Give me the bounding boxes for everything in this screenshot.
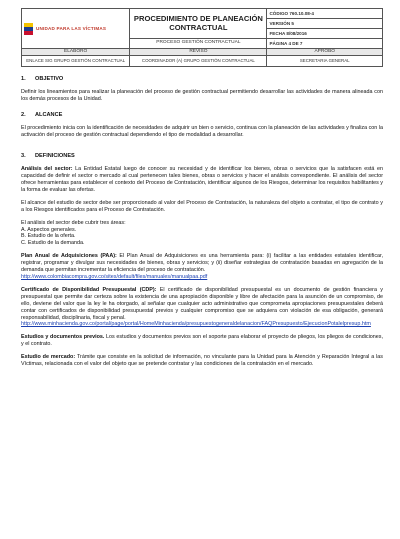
title-cell bbox=[130, 9, 267, 39]
objetivo-text: Definir los lineamientos para realizar la planeación del proceso de gestión contractual permitiendo desarrollar las actividades de manera alineada con los demás procesos de la Unidad. bbox=[21, 89, 383, 103]
analisis-sector-scope: El alcance del estudio de sector debe ser proporcionado al valor del Proceso de Contratación, la naturaleza del objeto a contratar, el tipo de contrato y a los Riesgos identificados para el Proceso de Contratación. bbox=[21, 199, 383, 213]
process-name: PROCESO GESTIÓN CONTRACTUAL bbox=[156, 40, 241, 46]
estudios-previos-text: Los estudios y documentos previos son el soporte para elaborar el proyecto de pliegos, los pliegos de condiciones, y el contrato. bbox=[21, 334, 383, 348]
areas-intro: El análisis del sector debe cubrir tres áreas: bbox=[21, 219, 126, 226]
colombia-crest-icon bbox=[24, 23, 33, 35]
areas-list bbox=[21, 220, 383, 248]
paa-link[interactable]: http://www.colombiacompra.gov.co/sites/default/files/manuales/manualpaa.pdf bbox=[21, 274, 208, 280]
term-estudio-mercado: Estudio de mercado: bbox=[21, 354, 76, 361]
analisis-sector-text: La Entidad Estatal luego de conocer su necesidad y de identificar los bienes, obras o servicios que la satisfacen está en capacidad de definir el sector o mercado al cual pertenecen tales bienes, obras o servicios y hacer el análisis correspondiente. El análisis del sector ofrece herramientas para establecer el contexto del Proceso de Contratación, identificar algunos de los Riesgos, determinar los requisitos habilitantes y la forma de evaluar las ofertas. bbox=[21, 166, 383, 193]
term-analisis-sector: Análisis del sector: bbox=[21, 166, 73, 173]
document-page bbox=[21, 8, 383, 368]
definition-estudio-mercado bbox=[21, 354, 383, 368]
document-code: CÓDIGO 760.10.08-4 bbox=[267, 9, 383, 19]
elaboro-header: ELABORÓ bbox=[22, 49, 130, 56]
paa-text: El Plan Anual de Adquisiciones es una herramienta para: (i) facilitar a las entidades estatales identificar, registrar, programar y divulgar sus necesidades de bienes, obras y servicios; y (ii) diseñar estrategias de contratación basadas en agregación de la demanda que permitan incrementar la eficiencia del proceso de contratación. bbox=[21, 253, 384, 274]
subtitle-cell bbox=[130, 39, 267, 49]
reviso-value: COORDINADOR (A) GRUPO GESTIÓN CONTRACTUAL bbox=[130, 56, 267, 67]
section-heading-objetivo: 1. OBJETIVO bbox=[21, 76, 64, 83]
reviso-header: REVISÓ bbox=[130, 49, 267, 56]
list-item: B. Estudio de la oferta. bbox=[21, 233, 76, 240]
document-date: FECHA 8/08/2016 bbox=[267, 29, 383, 39]
logo-cell bbox=[22, 9, 130, 49]
term-cdp: Certificado de Disponibilidad Presupuestal (CDP): bbox=[21, 286, 157, 293]
cdp-link[interactable]: http://www.minhacienda.gov.co/portal/page/portal/HomeMinhacienda/presupuestogeneraldelanacion/FAQPresupuesto/EjecucionPotalelpresup.htm bbox=[21, 321, 371, 328]
elaboro-value: ENLACE SIG GRUPO GESTIÓN CONTRACTUAL bbox=[22, 56, 130, 67]
alcance-text: El procedimiento inicia con la identificación de necesidades de adquirir un bien o servicio, continua con la planeación de las actividades y finaliza con la activación del proceso de gestión contractual dependiendo el tipo de modalidad a desarrollar. bbox=[21, 125, 383, 139]
aprobo-header: APROBÓ bbox=[267, 49, 383, 56]
section-heading-definiciones: 3. DEFINICIONES bbox=[21, 153, 75, 160]
definition-estudios-previos bbox=[21, 334, 383, 348]
document-header bbox=[21, 8, 383, 67]
definition-cdp bbox=[21, 287, 383, 328]
document-version: VERSIÓN 5 bbox=[267, 19, 383, 29]
list-item: C. Estudio de la demanda. bbox=[21, 240, 85, 247]
page-number: PÁGINA 4 DE 7 bbox=[267, 39, 383, 49]
aprobo-value: SECRETARIA GENERAL bbox=[267, 56, 383, 67]
term-estudios-previos: Estudios y documentos previos. bbox=[21, 334, 105, 341]
term-paa: Plan Anual de Adquisiciones (PAA): bbox=[21, 253, 117, 260]
cdp-text: El certificado de disponibilidad presupuestal es un documento de gestión financiera y presupuestal que permite dar certeza sobre la existencia de una apropiación disponible y libre de afectación para la asunción de un compromiso, de ello, deviene del valor que la ley le ha otorgado, al señalar que cualquier acto administrativo que comprometa apropiaciones presupuestales deberá contar con certificados de disponibilidad presupuestal previos y cualquier compromiso que se adquiera con violación de esa obligación, generará responsabilidad, disciplinaria, fiscal y penal. bbox=[21, 286, 383, 321]
estudio-mercado-text: Trámite que consiste en la solicitud de información, no vinculante para la Unidad para la Atención y Reparación Integral a las Víctimas, relacionada con el valor del objeto que se pretende contratar y las condiciones de la contratación en el mercado. bbox=[21, 354, 383, 368]
section-heading-alcance: 2. ALCANCE bbox=[21, 112, 63, 119]
document-title: PROCEDIMIENTO DE PLANEACIÓN CONTRACTUAL bbox=[133, 13, 263, 32]
definition-paa bbox=[21, 253, 383, 281]
unidad-victimas-logo bbox=[24, 23, 127, 35]
list-item: A. Aspectos generales. bbox=[21, 226, 77, 233]
logo-text: UNIDAD PARA LAS VÍCTIMAS bbox=[36, 25, 107, 31]
definition-analisis-sector bbox=[21, 166, 383, 194]
